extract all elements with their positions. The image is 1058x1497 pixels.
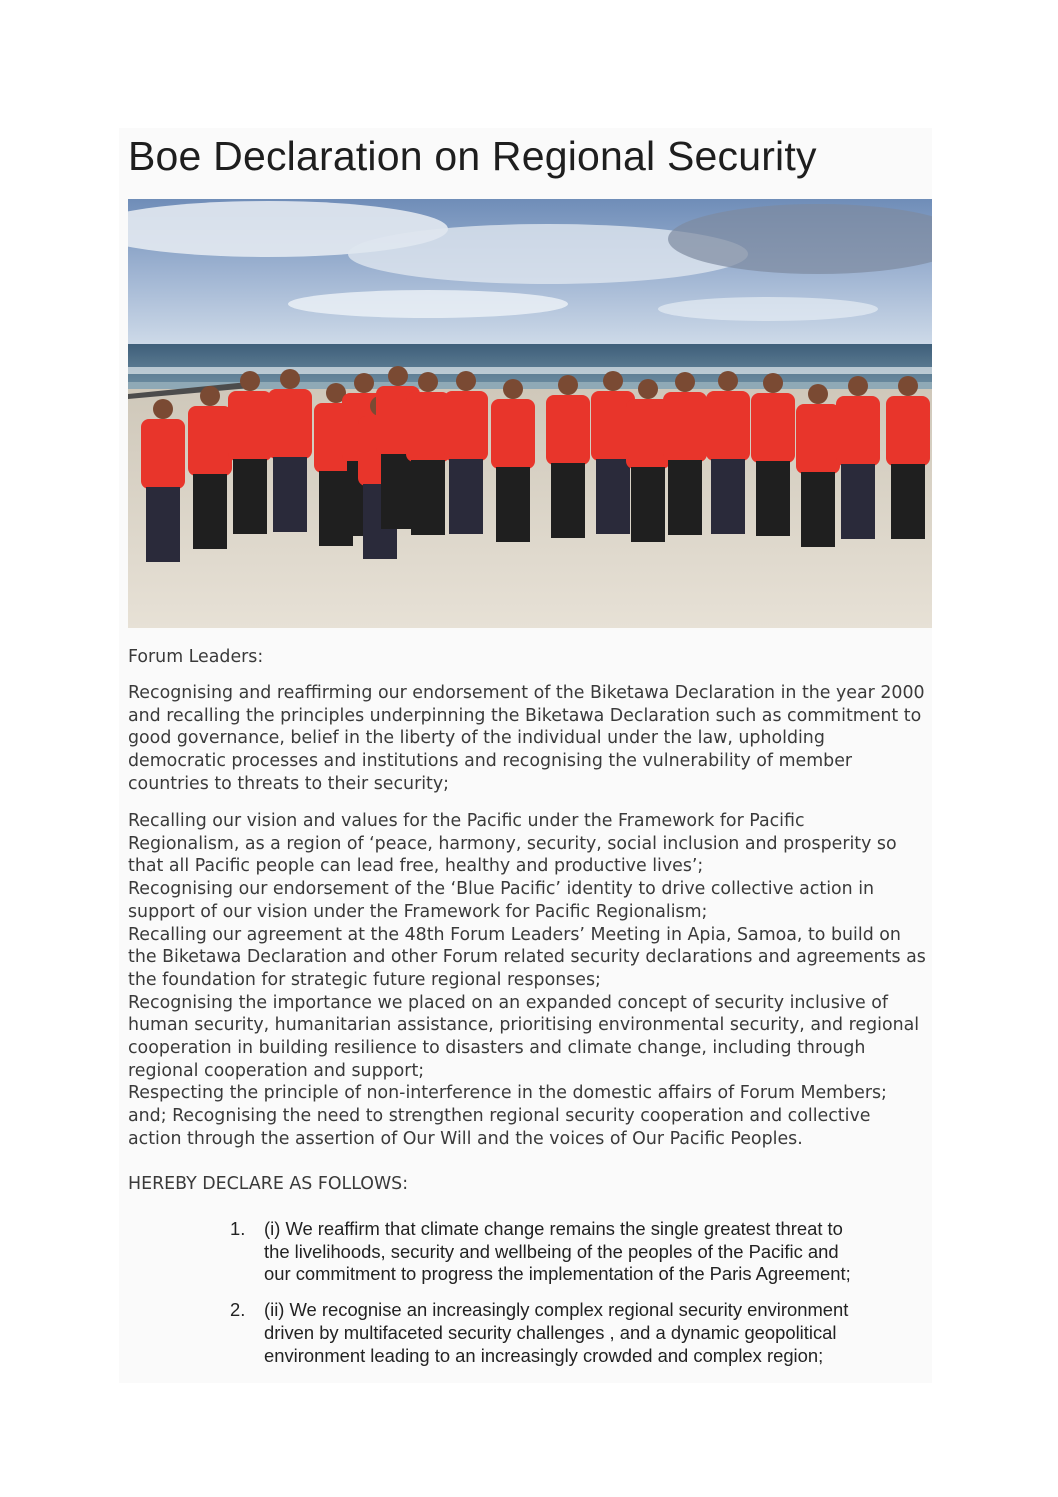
paragraph-biketawa: Recognising and reaffirming our endorsement of the Biketawa Declaration in the year 2000 and recalling the principles underpinning the Biketawa Declaration such as commitment to good governance, belief in the liberty of the individual under the law, upholding democratic processes and institutions and recognising the vulnerability of member countries to threats to their security; bbox=[128, 683, 925, 794]
list-item bbox=[230, 1299, 920, 1367]
page-title: Boe Declaration on Regional Security bbox=[128, 133, 817, 179]
declaration-list bbox=[230, 1218, 920, 1367]
forum-leaders-photo bbox=[128, 199, 932, 628]
list-item bbox=[230, 1218, 920, 1286]
list-item-number: 2. bbox=[230, 1299, 246, 1321]
list-item-number: 1. bbox=[230, 1218, 246, 1239]
list-item-text: (i) We reaffirm that climate change remains the single greatest threat to the livelihoods, security and wellbeing of the peoples of the Pacific and our commitment to progress the implementation of the Paris Agreement; bbox=[264, 1218, 851, 1285]
paragraph-recitals: Recalling our vision and values for the Pacific under the Framework for Pacific Regionalism, as a region of ‘peace, harmony, security, social inclusion and prosperity so that all Pacific people can lead free, healthy and productive lives’; Recognising our endorsement of the ‘Blue Pacific’ identity to drive collective action in support of our vision under the Framework for Pacific Regionalism; Recalling our agreement at the 48th Forum Leaders’ Meeting in Apia, Samoa, to build on the Biketawa Declaration and other Forum related security declarations and agreements as the foundation for strategic future regional responses; Recognising the importance we placed on an expanded concept of security inclusive of human security, humanitarian assistance, prioritising environmental security, and regional cooperation in building resilience to disasters and climate change, including through regional cooperation and support; Respecting the principle of non-interference in the domestic affairs of Forum Members; and; Recognising the need to strengthen regional security cooperation and collective action through the assertion of Our Will and the voices of Our Pacific Peoples. bbox=[128, 811, 926, 1149]
intro-label: Forum Leaders: bbox=[128, 647, 264, 667]
declare-heading: HEREBY DECLARE AS FOLLOWS: bbox=[128, 1174, 409, 1194]
list-item-text: (ii) We recognise an increasingly complex regional security environment driven by multifaceted security challenges , and a dynamic geopolitical environment leading to an increasingly crowded and complex region; bbox=[264, 1299, 849, 1366]
